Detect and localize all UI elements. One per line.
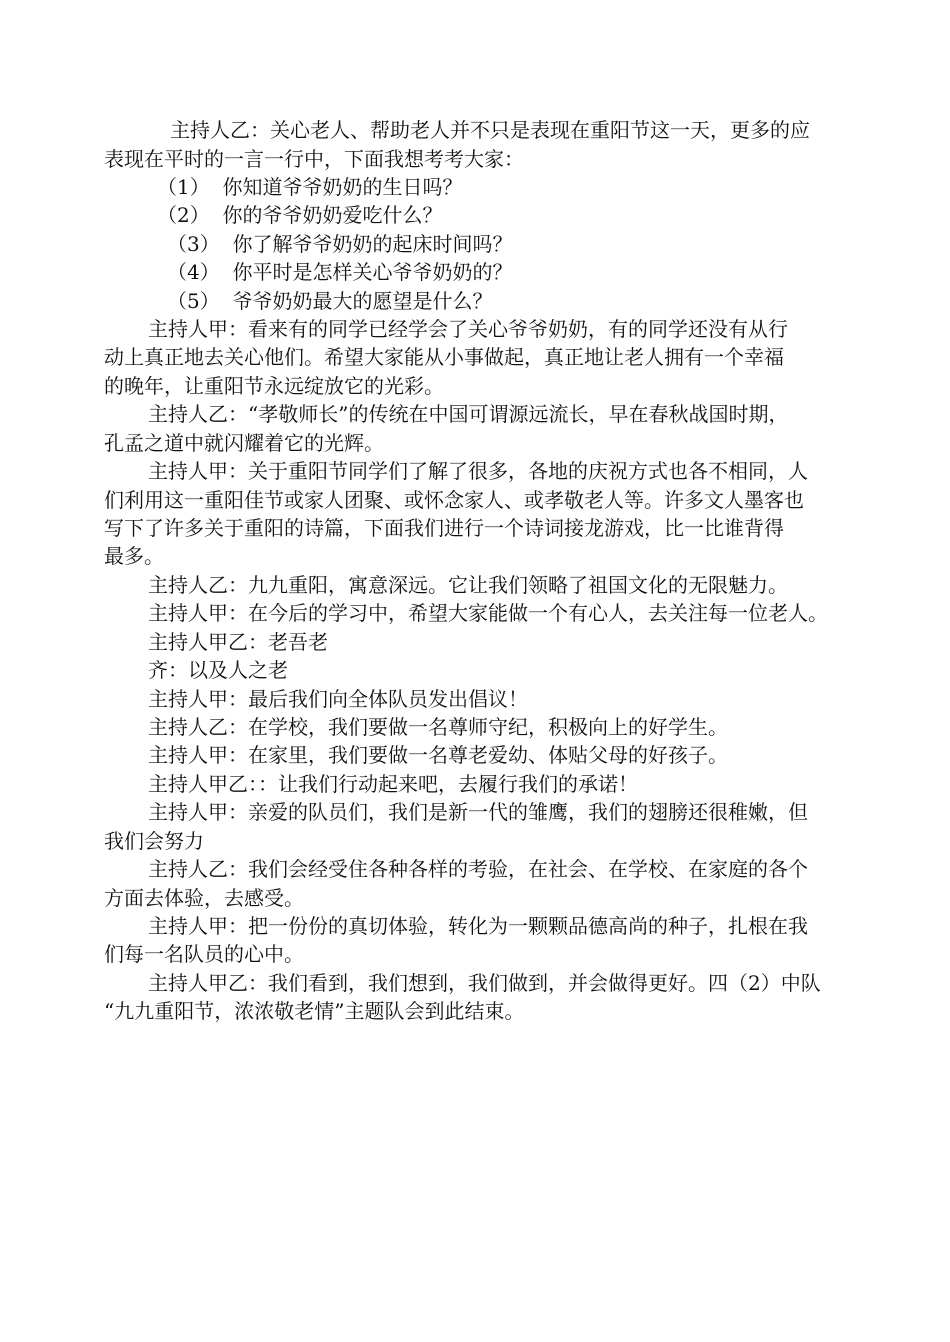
text-line: 主持人甲乙：：让我们行动起来吧，去履行我们的承诺！ xyxy=(148,772,638,796)
text-line: 写下了许多关于重阳的诗篇，下面我们进行一个诗词接龙游戏，比一比谁背得 xyxy=(104,516,784,540)
text-line: 主持人甲：在家里，我们要做一名尊老爱幼、体贴父母的好孩子。 xyxy=(148,743,728,767)
text-line: 主持人乙：在学校，我们要做一名尊师守纪，积极向上的好学生。 xyxy=(148,715,728,739)
text-line: 主持人甲：亲爱的队员们，我们是新一代的雏鹰，我们的翅膀还很稚嫩，但 xyxy=(148,800,808,824)
list-item: （2） 你的爷爷奶奶爱吃什么？ xyxy=(157,203,443,227)
text-line: 最多。 xyxy=(104,544,164,568)
text-line: 主持人乙：“孝敬师长”的传统在中国可谓源远流长，早在春秋战国时期， xyxy=(148,402,789,426)
text-line: 们利用这一重阳佳节或家人团聚、或怀念家人、或孝敬老人等。许多文人墨客也 xyxy=(104,488,804,512)
list-item: （3） 你了解爷爷奶奶的起床时间吗？ xyxy=(167,232,513,256)
list-item: （4） 你平时是怎样关心爷爷奶奶的？ xyxy=(167,260,513,284)
text-line: 主持人甲：看来有的同学已经学会了关心爷爷奶奶，有的同学还没有从行 xyxy=(148,317,788,341)
text-line: 主持人甲乙：我们看到，我们想到，我们做到，并会做得更好。四（2）中队 xyxy=(148,971,821,995)
text-line: 方面去体验，去感受。 xyxy=(104,886,304,910)
text-line: 主持人甲：把一份份的真切体验，转化为一颗颗品德高尚的种子，扎根在我 xyxy=(148,914,808,938)
text-line: 的晚年，让重阳节永远绽放它的光彩。 xyxy=(104,374,444,398)
text-line: 孔孟之道中就闪耀着它的光辉。 xyxy=(104,431,384,455)
text-line: 表现在平时的一言一行中，下面我想考考大家： xyxy=(104,147,524,171)
text-line: 主持人乙：关心老人、帮助老人并不只是表现在重阳节这一天，更多的应 xyxy=(170,118,810,142)
text-line: 齐：以及人之老 xyxy=(148,658,288,682)
text-line: “九九重阳节，浓浓敬老情”主题队会到此结束。 xyxy=(104,999,525,1023)
list-item: （5） 爷爷奶奶最大的愿望是什么？ xyxy=(167,289,493,313)
text-line: 主持人甲：在今后的学习中，希望大家能做一个有心人，去关注每一位老人。 xyxy=(148,601,828,625)
text-line: 们每一名队员的心中。 xyxy=(104,942,304,966)
text-line: 主持人甲：最后我们向全体队员发出倡议！ xyxy=(148,687,528,711)
text-line: 主持人甲乙：老吾老 xyxy=(148,630,328,654)
text-line: 我们会努力 xyxy=(104,829,204,853)
text-line: 主持人乙：我们会经受住各种各样的考验，在社会、在学校、在家庭的各个 xyxy=(148,857,808,881)
text-line: 主持人甲：关于重阳节同学们了解了很多，各地的庆祝方式也各不相同，人 xyxy=(148,459,808,483)
text-line: 动上真正地去关心他们。希望大家能从小事做起，真正地让老人拥有一个幸福 xyxy=(104,345,784,369)
text-line: 主持人乙：九九重阳，寓意深远。它让我们领略了祖国文化的无限魅力。 xyxy=(148,573,788,597)
list-item: （1） 你知道爷爷奶奶的生日吗？ xyxy=(157,175,463,199)
